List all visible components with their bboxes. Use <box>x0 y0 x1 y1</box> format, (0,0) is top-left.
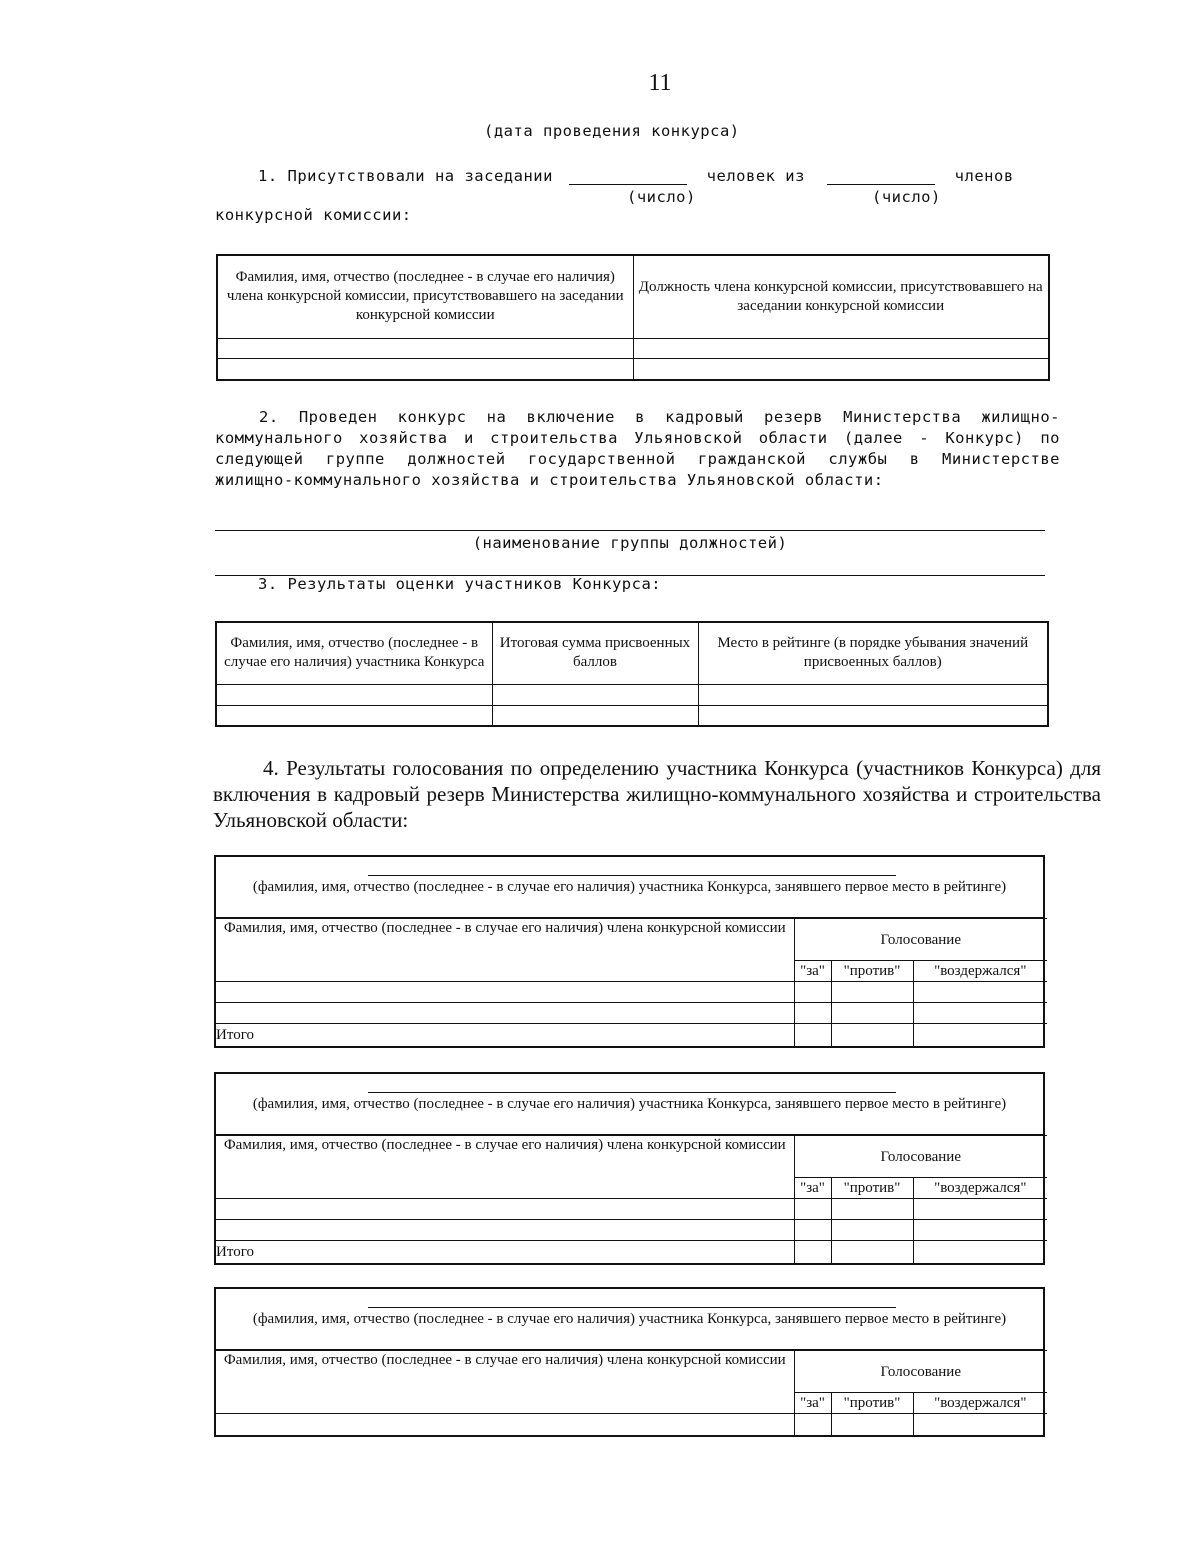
ratings-name-header: Фамилия, имя, отчество (последнее - в случае его наличия) участника Конкурса <box>216 622 492 684</box>
vote-table-2 <box>214 1072 1045 1265</box>
table-cell[interactable] <box>794 1414 831 1435</box>
vote-table-1 <box>214 855 1045 1048</box>
table-cell[interactable] <box>794 1024 831 1046</box>
voting-header: Голосование <box>794 1351 1047 1393</box>
table-cell[interactable] <box>216 705 492 726</box>
table-cell[interactable] <box>216 982 794 1003</box>
table-cell[interactable] <box>831 1024 913 1046</box>
table-cell[interactable] <box>217 358 633 380</box>
participant-header <box>216 857 1043 918</box>
vote-for-header: "за" <box>794 1178 831 1199</box>
total-row <box>216 1241 1047 1263</box>
table-cell[interactable] <box>831 1003 913 1024</box>
table-row <box>217 358 1049 380</box>
vote-against-header: "против" <box>831 1393 913 1414</box>
section4-paragraph <box>213 755 1101 833</box>
vote-against-header: "против" <box>831 961 913 982</box>
table-row <box>216 1220 1047 1241</box>
attendees-position-header: Должность члена конкурсной комиссии, присутствовавшего на заседании конкурсной комиссии <box>633 255 1049 338</box>
table-cell[interactable] <box>831 982 913 1003</box>
table-cell[interactable] <box>216 1003 794 1024</box>
table-cell[interactable] <box>217 338 633 358</box>
total-label: Итого <box>216 1241 794 1263</box>
section1-text-end: членов <box>954 167 1014 185</box>
number-caption-2: (число) <box>872 188 941 206</box>
member-name-header: Фамилия, имя, отчество (последнее - в случае его наличия) члена конкурсной комиссии <box>216 919 794 982</box>
group-caption: (наименование группы должностей) <box>472 534 788 552</box>
table-row <box>216 1003 1047 1024</box>
table-cell[interactable] <box>913 982 1047 1003</box>
table-cell[interactable] <box>698 684 1048 705</box>
table-cell[interactable] <box>831 1220 913 1241</box>
vote-abstain-header: "воздержался" <box>913 961 1047 982</box>
vote-abstain-header: "воздержался" <box>913 1393 1047 1414</box>
table-cell[interactable] <box>913 1241 1047 1263</box>
table-cell[interactable] <box>216 684 492 705</box>
table-row <box>216 1414 1047 1435</box>
participant-name-field[interactable] <box>368 875 896 876</box>
table-cell[interactable] <box>698 705 1048 726</box>
vote-for-header: "за" <box>794 961 831 982</box>
table-cell[interactable] <box>492 705 698 726</box>
table-cell[interactable] <box>831 1199 913 1220</box>
total-label: Итого <box>216 1024 794 1046</box>
section4-text: 4. Результаты голосования по определению участника Конкурса (участников Конкурса) для включения в кадровый резерв Министерства жилищно-коммунального хозяйства и строительства Ульяновской области: <box>213 756 1101 832</box>
section1-text-before: 1. Присутствовали на заседании <box>258 167 553 185</box>
table-cell[interactable] <box>913 1220 1047 1241</box>
section2-text: 2. Проведен конкурс на включение в кадровый резерв Министерства жилищно-коммунального хозяйства и строительства Ульяновской области (далее - Конкурс) по следующей группе должностей государственной гражданской службы в Министерстве жилищно-коммунального хозяйства и строительства Ульяновской области: <box>215 408 1060 489</box>
table-cell[interactable] <box>794 982 831 1003</box>
group-name-field[interactable] <box>215 530 1045 531</box>
voting-header: Голосование <box>794 1136 1047 1178</box>
attendees-table <box>216 254 1050 381</box>
members-count-field[interactable] <box>827 166 935 185</box>
participant-name-field[interactable] <box>368 1307 896 1308</box>
table-cell[interactable] <box>913 1414 1047 1435</box>
member-name-header: Фамилия, имя, отчество (последнее - в случае его наличия) члена конкурсной комиссии <box>216 1351 794 1414</box>
table-cell[interactable] <box>492 684 698 705</box>
section1-line <box>258 166 1048 185</box>
participant-caption: (фамилия, имя, отчество (последнее - в случае его наличия) участника Конкурса, занявшего первое место в рейтинге) <box>252 879 1007 895</box>
page-number: 11 <box>648 70 672 96</box>
table-cell[interactable] <box>633 358 1049 380</box>
table-cell[interactable] <box>831 1241 913 1263</box>
table-row <box>216 982 1047 1003</box>
total-row <box>216 1024 1047 1046</box>
number-caption-1: (число) <box>627 188 696 206</box>
present-count-field[interactable] <box>569 166 687 185</box>
table-cell[interactable] <box>216 1199 794 1220</box>
participant-caption: (фамилия, имя, отчество (последнее - в случае его наличия) участника Конкурса, занявшего первое место в рейтинге) <box>252 1096 1007 1112</box>
section2-paragraph <box>215 407 1060 491</box>
vote-against-header: "против" <box>831 1178 913 1199</box>
section1-text-middle: человек из <box>706 167 805 185</box>
member-name-header: Фамилия, имя, отчество (последнее - в случае его наличия) члена конкурсной комиссии <box>216 1136 794 1199</box>
vote-for-header: "за" <box>794 1393 831 1414</box>
table-cell[interactable] <box>794 1241 831 1263</box>
attendees-name-header: Фамилия, имя, отчество (последнее - в случае его наличия) члена конкурсной комиссии, присутствовавшего на заседании конкурсной комиссии <box>217 255 633 338</box>
voting-header: Голосование <box>794 919 1047 961</box>
table-cell[interactable] <box>913 1024 1047 1046</box>
table-row <box>216 684 1048 705</box>
vote-table-3 <box>214 1287 1045 1437</box>
participant-header <box>216 1289 1043 1350</box>
date-caption: (дата проведения конкурса) <box>484 122 740 140</box>
table-cell[interactable] <box>216 1414 794 1435</box>
table-cell[interactable] <box>794 1003 831 1024</box>
vote-abstain-header: "воздержался" <box>913 1178 1047 1199</box>
ratings-score-header: Итоговая сумма присвоенных баллов <box>492 622 698 684</box>
table-row <box>216 705 1048 726</box>
ratings-place-header: Место в рейтинге (в порядке убывания значений присвоенных баллов) <box>698 622 1048 684</box>
table-cell[interactable] <box>216 1220 794 1241</box>
table-cell[interactable] <box>633 338 1049 358</box>
table-cell[interactable] <box>913 1003 1047 1024</box>
table-row <box>217 338 1049 358</box>
table-cell[interactable] <box>794 1220 831 1241</box>
table-row <box>216 1199 1047 1220</box>
table-cell[interactable] <box>831 1414 913 1435</box>
participant-name-field[interactable] <box>368 1092 896 1093</box>
table-cell[interactable] <box>913 1199 1047 1220</box>
participant-caption: (фамилия, имя, отчество (последнее - в случае его наличия) участника Конкурса, занявшего первое место в рейтинге) <box>252 1311 1007 1327</box>
section3-title: 3. Результаты оценки участников Конкурса: <box>258 575 662 593</box>
table-cell[interactable] <box>794 1199 831 1220</box>
section1-continuation: конкурсной комиссии: <box>215 206 412 224</box>
ratings-table <box>215 621 1049 727</box>
participant-header <box>216 1074 1043 1135</box>
